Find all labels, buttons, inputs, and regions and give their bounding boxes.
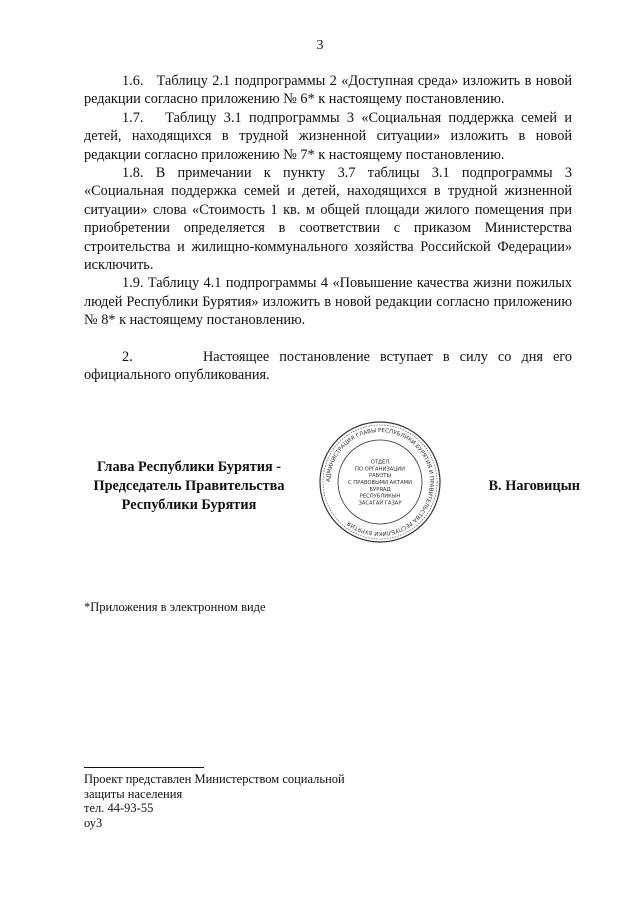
- footer-phone: тел. 44-93-55: [84, 801, 154, 815]
- stamp-ring-text: АДМИНИСТРАЦИЯ ГЛАВЫ РЕСПУБЛИКИ БУРЯТИЯ И ПРАВИТЕЛЬСТВА РЕСПУБЛИКИ БУРЯТИЯ: [325, 427, 435, 537]
- stamp-center-line: БУРЯАД: [369, 486, 391, 493]
- signatory-title: [84, 458, 294, 515]
- stamp-center-line: С ПРАВОВЫМИ АКТАМИ: [348, 480, 412, 486]
- footer-line: Проект представлен Министерством социальной: [84, 772, 345, 786]
- appendix-note: *Приложения в электронном виде: [84, 600, 266, 614]
- document-body: [84, 72, 572, 385]
- footer-initials: оу3: [84, 815, 103, 830]
- footer-block: [84, 772, 345, 830]
- signatory-title-line: Председатель Правительства: [93, 478, 285, 494]
- paragraph-1-6: 1.6. Таблицу 2.1 подпрограммы 2 «Доступная среда» изложить в новой редакции согласно приложению № 6* к настоящему постановлению.: [84, 73, 572, 108]
- signatory-title-line: Республики Бурятия: [121, 497, 257, 513]
- signatory-title-line: Глава Республики Бурятия -: [96, 459, 282, 475]
- paragraph-1-8: 1.8. В примечании к пункту 3.7 таблицы 3.1 подпрограммы 3 «Социальная поддержка семей и детей, находящихся в трудной жизненной ситуации» слова «Стоимость 1 кв. м общей площади жилого помещения при приобретении определяется в соответствии с приказом Министерства строительства и жилищно-коммунального хозяйства Российской Федерации» исключить.: [84, 165, 572, 274]
- paragraph-2: 2. Настоящее постановление вступает в силу со дня его официального опубликования.: [84, 348, 572, 384]
- stamp-center-line: РАБОТЫ: [368, 473, 392, 480]
- paragraph-1-9: 1.9. Таблицу 4.1 подпрограммы 4 «Повышение качества жизни пожилых людей Республики Бурятия» изложить в новой редакции согласно приложению № 8* к настоящему постановлению.: [84, 275, 572, 329]
- stamp-center-line: ПО ОРГАНИЗАЦИИ: [354, 466, 406, 473]
- official-stamp-seal: [318, 420, 442, 544]
- signatory-name: В. Наговицын: [488, 478, 580, 494]
- footer-line: защиты населения: [84, 786, 183, 801]
- stamp-center-line: ЗАСАГАЙ ГАЗАР: [358, 500, 402, 507]
- paragraph-1-7: 1.7. Таблицу 3.1 подпрограммы 3 «Социальная поддержка семей и детей, находящихся в трудной жизненной ситуации» изложить в новой редакции согласно приложению № 7* к настоящему постановлению.: [84, 109, 572, 163]
- page-number: 3: [316, 38, 324, 53]
- footer-divider: [84, 767, 204, 768]
- stamp-center-line: РЕСПУБЛИКЫН: [359, 493, 401, 500]
- stamp-center-line: ОТДЕЛ: [370, 459, 390, 466]
